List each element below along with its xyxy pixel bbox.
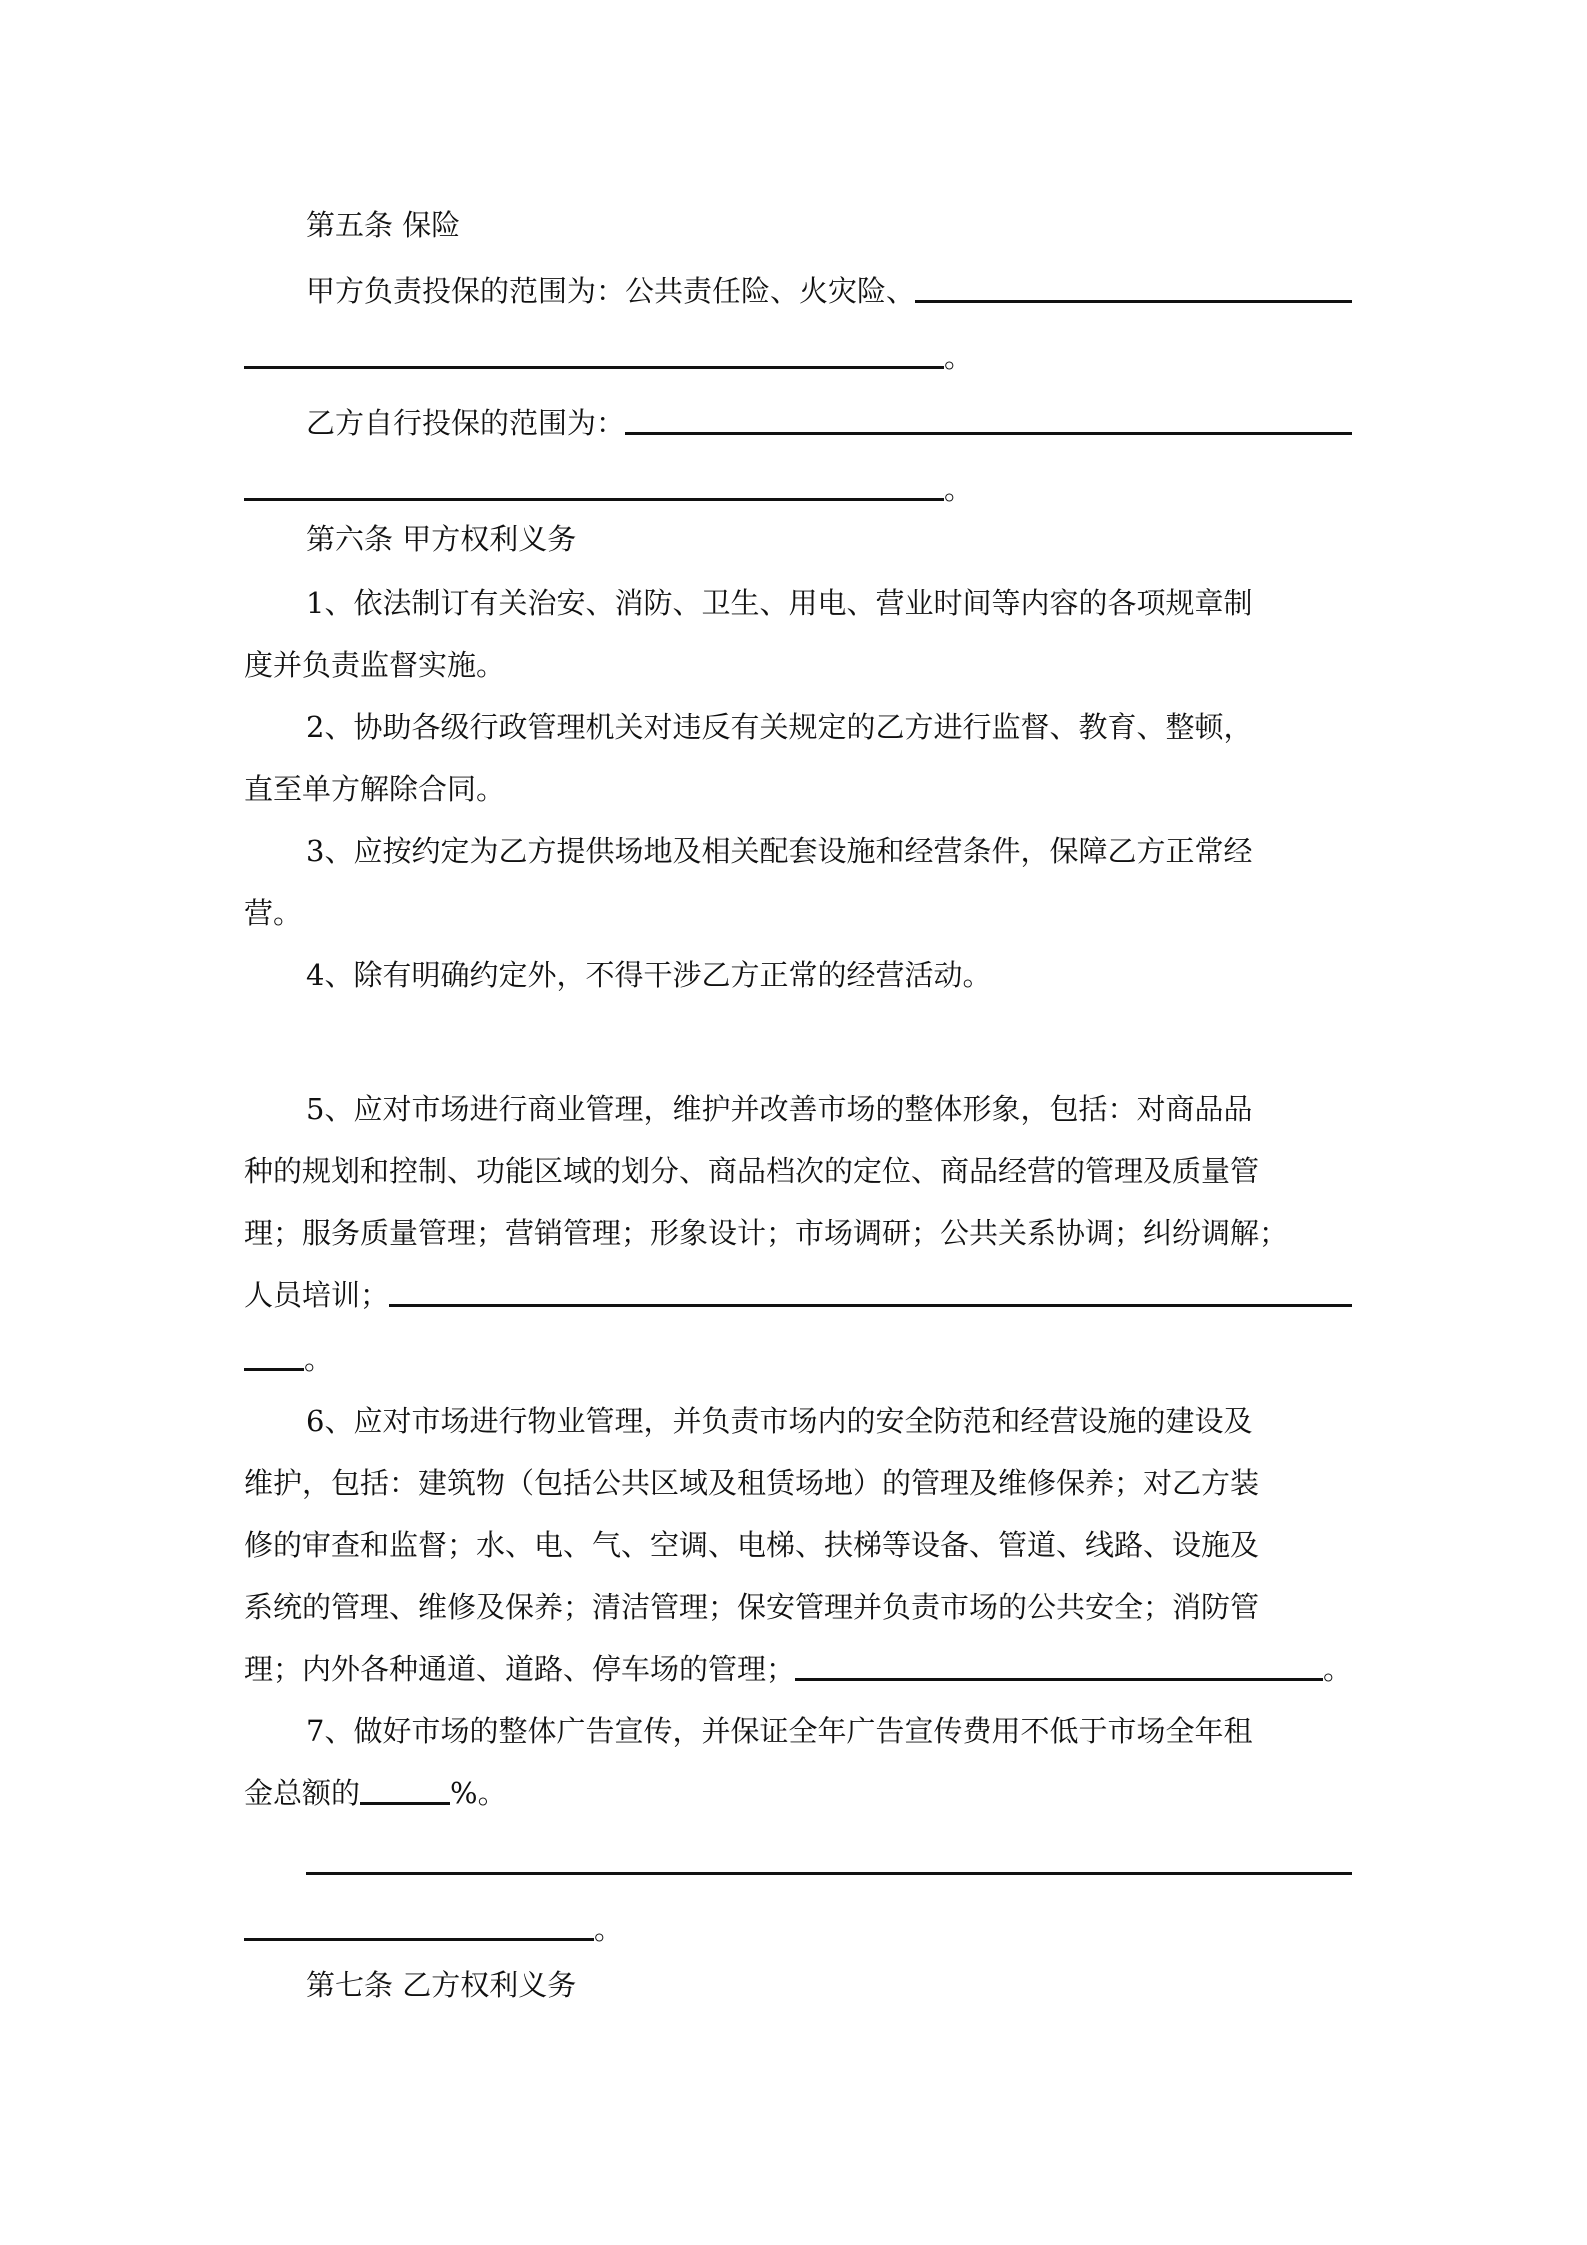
article6-item1-line2: 度并负责监督实施。	[244, 648, 506, 682]
article6-item5-line5: 。	[244, 1336, 1352, 1382]
blank-field[interactable]	[915, 300, 1352, 303]
article6-extra-line2: 。	[244, 1906, 1352, 1952]
article6-item2-line1: 2、协助各级行政管理机关对违反有关规定的乙方进行监督、教育、整顿，	[306, 710, 1253, 744]
article5-party-a-line1: 甲方负责投保的范围为：公共责任险、火灾险、	[306, 268, 1352, 314]
blank-field[interactable]	[244, 1938, 594, 1941]
article6-item1-line1: 1、依法制订有关治安、消防、卫生、用电、营业时间等内容的各项规章制	[306, 586, 1253, 620]
blank-field[interactable]	[306, 1872, 1352, 1875]
blank-field[interactable]	[244, 366, 944, 369]
percent-blank-field[interactable]	[360, 1802, 450, 1805]
article6-item7-line2: 金总额的 %。	[244, 1776, 507, 1810]
article6-heading: 第六条 甲方权利义务	[306, 522, 577, 556]
article6-item3-line1: 3、应按约定为乙方提供场地及相关配套设施和经营条件，保障乙方正常经	[306, 834, 1253, 868]
article6-extra-line1	[306, 1840, 1352, 1886]
article6-item6-line5: 理；内外各种通道、道路、停车场的管理； 。	[244, 1652, 1352, 1686]
article6-item2-line2: 直至单方解除合同。	[244, 772, 506, 806]
article6-item3-line2: 营。	[244, 896, 303, 930]
article5-party-b-line1: 乙方自行投保的范围为：	[306, 400, 1352, 446]
article6-item5-line1: 5、应对市场进行商业管理，维护并改善市场的整体形象，包括：对商品品	[306, 1092, 1253, 1126]
article6-item5-line3: 理；服务质量管理；营销管理；形象设计；市场调研；公共关系协调；纠纷调解；	[244, 1216, 1289, 1250]
article5-heading: 第五条 保险	[306, 208, 461, 242]
blank-field[interactable]	[795, 1678, 1323, 1681]
article6-item7-line1: 7、做好市场的整体广告宣传，并保证全年广告宣传费用不低于市场全年租	[306, 1714, 1253, 1748]
article7-heading: 第七条 乙方权利义务	[306, 1968, 577, 2002]
article6-item6-line4: 系统的管理、维修及保养；清洁管理；保安管理并负责市场的公共安全；消防管	[244, 1590, 1260, 1624]
article6-item5-line2: 种的规划和控制、功能区域的划分、商品档次的定位、商品经营的管理及质量管	[244, 1154, 1260, 1188]
blank-field[interactable]	[244, 498, 944, 501]
article6-item4: 4、除有明确约定外，不得干涉乙方正常的经营活动。	[306, 958, 992, 992]
article6-item5-line4: 人员培训；	[244, 1272, 1352, 1318]
blank-field[interactable]	[625, 432, 1352, 435]
article6-item6-line3: 修的审查和监督；水、电、气、空调、电梯、扶梯等设备、管道、线路、设施及	[244, 1528, 1260, 1562]
blank-field[interactable]	[389, 1304, 1352, 1307]
article5-party-b-line2: 。	[244, 466, 1352, 512]
blank-field[interactable]	[244, 1368, 304, 1371]
article6-item6-line1: 6、应对市场进行物业管理，并负责市场内的安全防范和经营设施的建设及	[306, 1404, 1253, 1438]
article5-party-a-line2: 。	[244, 334, 1352, 380]
article6-item6-line2: 维护，包括：建筑物（包括公共区域及租赁场地）的管理及维修保养；对乙方装	[244, 1466, 1260, 1500]
